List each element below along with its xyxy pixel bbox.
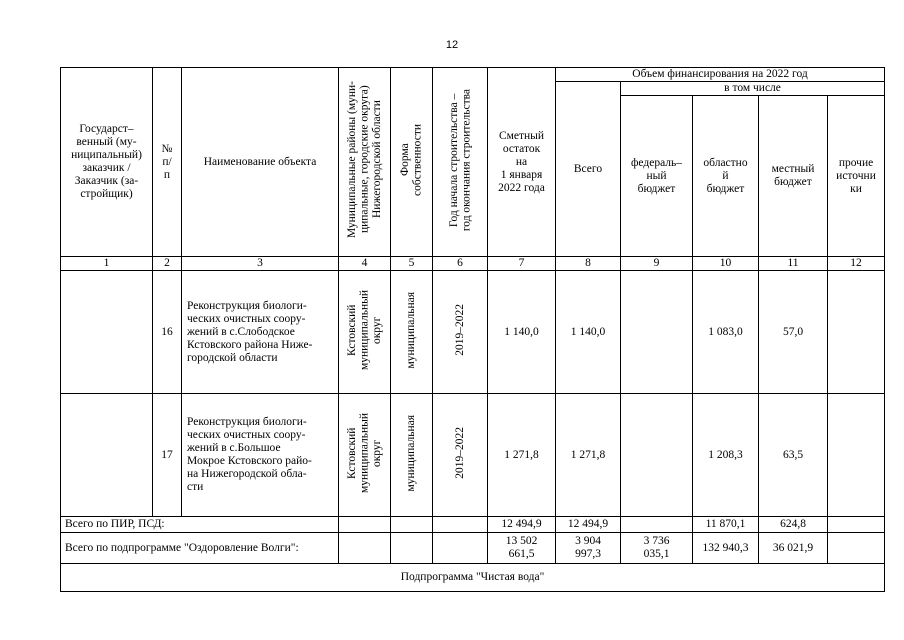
- other-cell: [828, 271, 885, 394]
- customer-cell: [61, 394, 153, 517]
- table-row: [61, 271, 885, 394]
- empty-cell: [391, 517, 433, 533]
- row-number: 17: [153, 394, 182, 517]
- totals-program-row: [61, 533, 885, 564]
- header-funding-title: Объем финансирования на 2022 год: [556, 68, 885, 82]
- page-number: 12: [445, 39, 459, 51]
- column-number: 8: [556, 257, 621, 271]
- totals-program-label: Всего по подпрограмме "Оздоровление Волги":: [61, 533, 339, 564]
- column-number: 7: [488, 257, 556, 271]
- column-number: 3: [182, 257, 339, 271]
- header-remainder: Сметный остаток на 1 января 2022 года: [488, 68, 556, 257]
- totals-program-total: 3 904 997,3: [556, 533, 621, 564]
- district-cell: Кстовский муниципальный округ: [339, 394, 391, 517]
- totals-pir-row: [61, 517, 885, 533]
- totals-program-remainder: 13 502 661,5: [488, 533, 556, 564]
- totals-pir-regional: 11 870,1: [693, 517, 759, 533]
- empty-cell: [339, 517, 391, 533]
- totals-pir-local: 624,8: [759, 517, 828, 533]
- table-row: [61, 394, 885, 517]
- ownership-cell: муниципальная: [391, 271, 433, 394]
- header-federal: федераль– ный бюджет: [621, 96, 693, 257]
- header-customer: Государст– венный (му- ниципальный) заказчик / Заказчик (за- стройщик): [61, 68, 153, 257]
- object-name: Реконструкция биологи- ческих очистных соору- жений в с.Слободское Кстовского района Ниже- городской области: [182, 271, 339, 394]
- column-number: 4: [339, 257, 391, 271]
- totals-pir-federal: [621, 517, 693, 533]
- ownership-cell: муниципальная: [391, 394, 433, 517]
- remainder-cell: 1 271,8: [488, 394, 556, 517]
- empty-cell: [433, 517, 488, 533]
- federal-cell: [621, 394, 693, 517]
- column-number-row: [61, 257, 885, 271]
- section-row: [61, 564, 885, 592]
- remainder-cell: 1 140,0: [488, 271, 556, 394]
- column-number: 6: [433, 257, 488, 271]
- empty-cell: [339, 533, 391, 564]
- empty-cell: [433, 533, 488, 564]
- customer-cell: [61, 271, 153, 394]
- years-cell: 2019–2022: [433, 271, 488, 394]
- header-other: прочие источни ки: [828, 96, 885, 257]
- totals-pir-label: Всего по ПИР, ПСД:: [61, 517, 339, 533]
- totals-pir-total: 12 494,9: [556, 517, 621, 533]
- header-regional: областно й бюджет: [693, 96, 759, 257]
- column-number: 2: [153, 257, 182, 271]
- regional-cell: 1 083,0: [693, 271, 759, 394]
- totals-pir-other: [828, 517, 885, 533]
- column-number: 12: [828, 257, 885, 271]
- totals-program-other: [828, 533, 885, 564]
- header-years: Год начала строительства – год окончания строительства: [433, 68, 488, 257]
- totals-program-federal: 3 736 035,1: [621, 533, 693, 564]
- federal-cell: [621, 271, 693, 394]
- other-cell: [828, 394, 885, 517]
- local-cell: 63,5: [759, 394, 828, 517]
- row-number: 16: [153, 271, 182, 394]
- header-local: местный бюджет: [759, 96, 828, 257]
- column-number: 10: [693, 257, 759, 271]
- district-cell: Кстовский муниципальный округ: [339, 271, 391, 394]
- header-object-name: Наименование объекта: [182, 68, 339, 257]
- total-cell: 1 271,8: [556, 394, 621, 517]
- header-total: Всего: [556, 82, 621, 257]
- column-number: 9: [621, 257, 693, 271]
- column-number: 1: [61, 257, 153, 271]
- totals-pir-remainder: 12 494,9: [488, 517, 556, 533]
- header-number: № п/ п: [153, 68, 182, 257]
- column-number: 11: [759, 257, 828, 271]
- local-cell: 57,0: [759, 271, 828, 394]
- header-including: в том числе: [621, 82, 885, 96]
- regional-cell: 1 208,3: [693, 394, 759, 517]
- total-cell: 1 140,0: [556, 271, 621, 394]
- header-ownership: Форма собственности: [391, 68, 433, 257]
- totals-program-local: 36 021,9: [759, 533, 828, 564]
- financing-table: [60, 67, 885, 592]
- empty-cell: [391, 533, 433, 564]
- column-number: 5: [391, 257, 433, 271]
- section-title: Подпрограмма "Чистая вода": [61, 564, 885, 592]
- years-cell: 2019–2022: [433, 394, 488, 517]
- totals-program-regional: 132 940,3: [693, 533, 759, 564]
- object-name: Реконструкция биологи- ческих очистных соору- жений в с.Большое Мокрое Кстовского райо- на Нижегородской обла- сти: [182, 394, 339, 517]
- header-districts: Муниципальные районы (муни- ципальные, городские округа) Нижегородской области: [339, 68, 391, 257]
